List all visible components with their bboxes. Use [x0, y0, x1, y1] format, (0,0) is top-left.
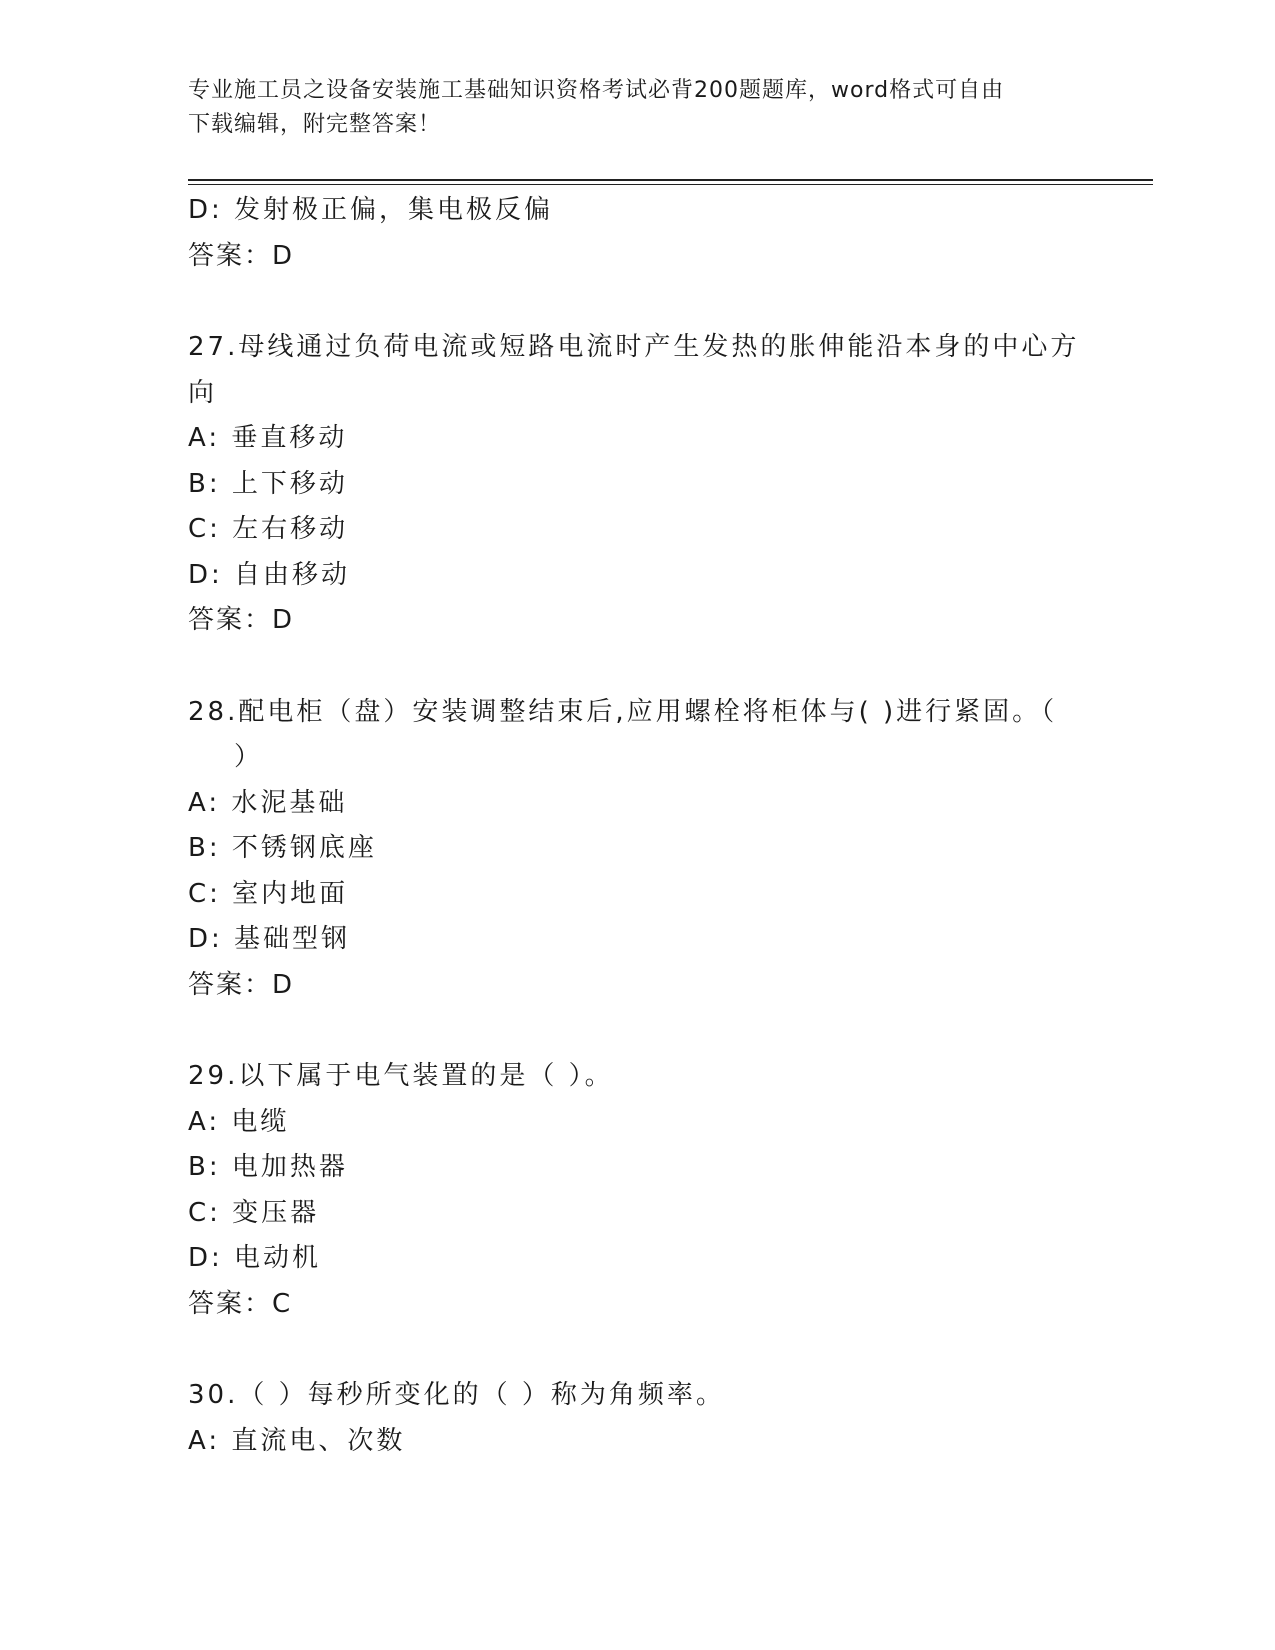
question-content — [188, 188, 1088, 1464]
question-stem-continued: ） — [234, 742, 264, 772]
option-a: A: 电缆 — [188, 1106, 290, 1137]
header-line-1: 专业施工员之设备安装施工基础知识资格考试必背200题题库，word格式可自由 — [188, 78, 1005, 103]
carryover-answer: 答案：D — [188, 240, 295, 271]
option-b: B: 电加热器 — [188, 1152, 348, 1182]
question-stem: 30.（ ）每秒所变化的（ ）称为角频率。 — [188, 1380, 725, 1410]
header-divider-thick — [188, 179, 1153, 181]
question-stem: 28.配电柜（盘）安装调整结束后,应用螺栓将柜体与( )进行紧固。（ — [188, 696, 1058, 727]
spacer — [188, 644, 1088, 690]
option-d: D: 基础型钢 — [188, 924, 351, 954]
carryover-option-d: D: 发射极正偏，集电极反偏 — [188, 195, 554, 225]
question-28 — [188, 690, 1088, 1009]
question-30 — [188, 1373, 1088, 1464]
option-a: A: 直流电、次数 — [188, 1425, 406, 1456]
option-d: D: 自由移动 — [188, 559, 351, 590]
spacer — [188, 1008, 1088, 1054]
option-b: B: 不锈钢底座 — [188, 833, 377, 863]
option-d: D: 电动机 — [188, 1243, 322, 1273]
document-header — [188, 74, 1088, 142]
option-c: C: 变压器 — [188, 1197, 320, 1228]
question-stem: 27.母线通过负荷电流或短路电流时产生发热的胀伸能沿本身的中心方 — [188, 332, 1080, 362]
question-29 — [188, 1054, 1088, 1327]
answer: 答案：D — [188, 605, 295, 635]
answer: 答案：C — [188, 1288, 293, 1319]
header-line-2: 下载编辑，附完整答案！ — [188, 112, 442, 137]
option-c: C: 左右移动 — [188, 514, 349, 544]
option-c: C: 室内地面 — [188, 878, 349, 909]
spacer — [188, 1327, 1088, 1373]
question-stem-continued: 向 — [188, 377, 218, 408]
answer: 答案：D — [188, 969, 295, 1000]
option-a: A: 垂直移动 — [188, 423, 348, 453]
question-stem: 29.以下属于电气装置的是（ ）。 — [188, 1061, 614, 1091]
header-divider-thin — [188, 184, 1153, 185]
question-27 — [188, 325, 1088, 644]
option-b: B: 上下移动 — [188, 468, 348, 499]
option-a: A: 水泥基础 — [188, 787, 348, 818]
spacer — [188, 279, 1088, 325]
